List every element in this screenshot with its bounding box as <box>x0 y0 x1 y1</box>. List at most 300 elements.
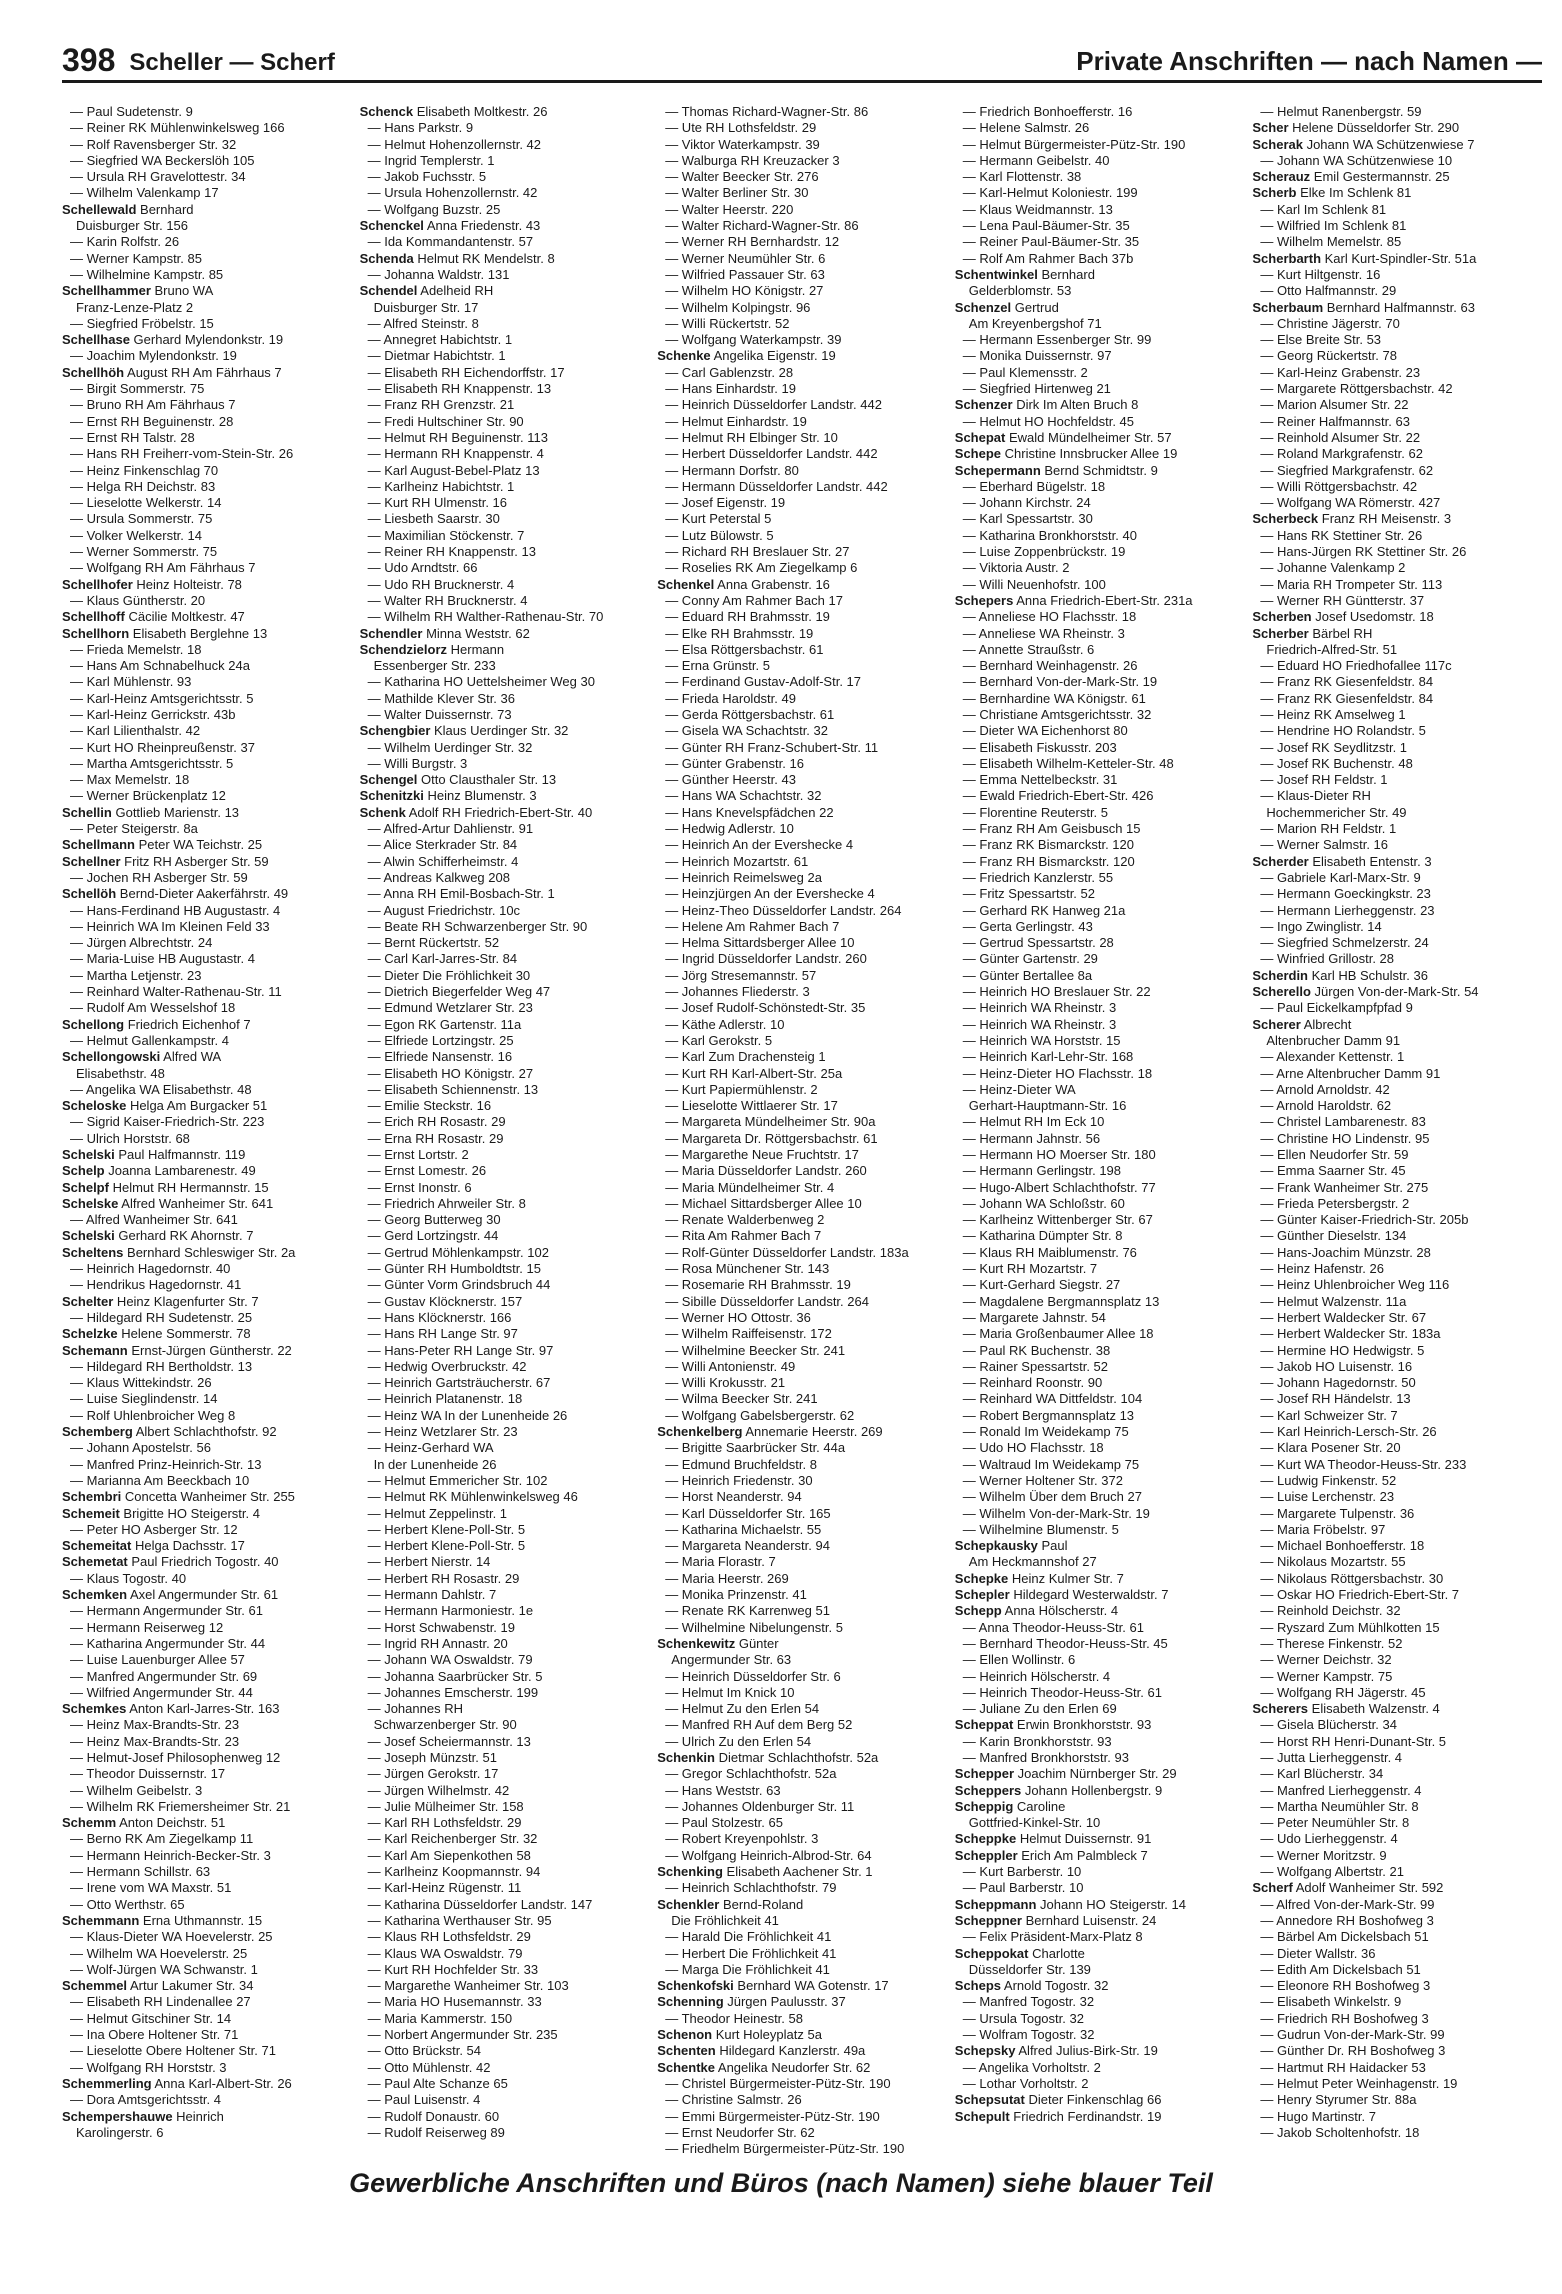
listing-entry: — Kurt Papiermühlenstr. 2 <box>665 1081 818 1097</box>
surname-entry: Schellöh Bernd-Dieter Aakerfährstr. 49 <box>62 886 289 902</box>
listing-entry: — Max Memelstr. 18 <box>70 772 190 788</box>
listing-entry: — Heinrich Karl-Lehr-Str. 168 <box>962 1049 1134 1065</box>
listing-entry: — Maximilian Stöckenstr. 7 <box>367 527 525 543</box>
surname-entry: Scherak Johann WA Schützenwiese 7 <box>1252 136 1475 152</box>
column-4 <box>955 104 1245 2142</box>
listing-entry: — Otto Halfmannstr. 29 <box>1260 283 1397 299</box>
listing-entry: — Elsa Röttgersbachstr. 61 <box>665 641 824 657</box>
listing-entry: — Rolf-Günter Düsseldorfer Landstr. 183a <box>665 1244 909 1260</box>
listing-entry: — Gustav Klöcknerstr. 157 <box>367 1293 523 1309</box>
surname-entry: Schellin Gottlieb Marienstr. 13 <box>62 804 240 820</box>
listing-entry: — Karl-Helmut Koloniestr. 199 <box>962 185 1138 201</box>
listing-entry: — Wilhelm WA Hoevelerstr. 25 <box>70 1945 248 1961</box>
listing-entry: — Ernst Lortstr. 2 <box>367 1147 469 1162</box>
listing-entry: — Josef RK Buchenstr. 48 <box>1260 755 1413 771</box>
listing-entry: — Kurt Hiltgenstr. 16 <box>1260 266 1381 282</box>
listing-entry: — Marga Die Fröhlichkeit 41 <box>665 1961 830 1977</box>
address-continuation: Essenberger Str. 233 <box>373 658 496 674</box>
surname-entry: Schentwinkel Bernhard <box>954 266 1095 282</box>
listing-entry: — Hans Einhardstr. 19 <box>665 381 796 397</box>
address-continuation: Friedrich-Alfred-Str. 51 <box>1266 641 1398 657</box>
surname-entry: Scherbeck Franz RH Meisenstr. 3 <box>1252 511 1452 527</box>
listing-entry: — Maria HO Husemannstr. 33 <box>367 1994 542 2010</box>
surname-entry: Schepper Joachim Nürnberger Str. 29 <box>954 1766 1177 1782</box>
surname-entry: Schepers Anna Friedrich-Ebert-Str. 231a <box>954 592 1193 608</box>
page-number: 398 <box>62 42 116 78</box>
listing-entry: — Katharina HO Uettelsheimer Weg 30 <box>367 674 595 690</box>
surname-entry: Schentke Angelika Neudorfer Str. 62 <box>657 2059 871 2075</box>
surname-entry: Schellner Fritz RH Asberger Str. 59 <box>62 853 269 869</box>
surname-entry: Scheppke Helmut Duissernstr. 91 <box>954 1831 1152 1847</box>
surname-entry: Schellongowski Alfred WA <box>62 1049 222 1065</box>
listing-entry: — Rolf Uhlenbroicher Weg 8 <box>70 1407 236 1423</box>
listing-entry: — Roselies RK Am Ziegelkamp 6 <box>665 560 858 576</box>
listing-entry: — Hans WA Schachtstr. 32 <box>665 788 822 804</box>
listing-entry: — Irene vom WA Maxstr. 51 <box>70 1880 232 1896</box>
listing-entry: — Jürgen Gerokstr. 17 <box>367 1766 499 1782</box>
surname-entry: Schenitzki Heinz Blumenstr. 3 <box>359 788 537 804</box>
surname-entry: Schellhorn Elisabeth Berglehne 13 <box>62 625 268 641</box>
listing-entry: — Lieselotte Wittlaerer Str. 17 <box>665 1098 838 1114</box>
listing-entry: — Reiner Halfmannstr. 63 <box>1260 413 1410 429</box>
listing-entry: — Johannes RH <box>367 1701 463 1717</box>
address-continuation: In der Lunenheide 26 <box>373 1456 497 1472</box>
listing-entry: — Reiner RK Mühlenwinkelsweg 166 <box>70 120 285 136</box>
listing-entry: — Helmut-Josef Philosophenweg 12 <box>70 1749 281 1765</box>
listing-entry: — Jakob Scholtenhofstr. 18 <box>1260 2124 1420 2140</box>
listing-entry: — Michael Bonhoefferstr. 18 <box>1260 1538 1425 1554</box>
listing-entry: — Gerta Gerlingstr. 43 <box>962 918 1093 934</box>
listing-entry: — Kurt Peterstal 5 <box>665 511 772 527</box>
listing-entry: — Werner RH Güntterstr. 37 <box>1260 592 1425 608</box>
listing-entry: — Wilhelm Raiffeisenstr. 172 <box>665 1326 832 1342</box>
listing-entry: — Herbert Die Fröhlichkeit 41 <box>665 1945 837 1961</box>
surname-entry: Schempershauwe Heinrich <box>62 2108 224 2124</box>
listing-entry: — Siegfried WA Beckerslöh 105 <box>70 152 255 168</box>
listing-entry: — Frank Wanheimer Str. 275 <box>1260 1179 1429 1195</box>
column-5 <box>1252 104 1542 2142</box>
listing-entry: — Theodor Heinestr. 58 <box>665 2010 803 2026</box>
surname-entry: Schengbier Klaus Uerdinger Str. 32 <box>359 723 569 739</box>
listing-entry: — Robert Bergmannsplatz 13 <box>962 1407 1135 1423</box>
listing-entry: — Kurt HO Rheinpreußenstr. 37 <box>70 739 255 755</box>
listing-entry: — Renate Walderbenweg 2 <box>665 1212 825 1228</box>
listing-entry: — Helmut Zu den Erlen 54 <box>665 1701 820 1717</box>
listing-entry: — Alfred-Artur Dahlienstr. 91 <box>367 821 534 837</box>
column-2 <box>360 104 650 2142</box>
listing-entry: — Werner Kampstr. 75 <box>1260 1668 1393 1684</box>
listing-entry: — Karl Mühlenstr. 93 <box>70 674 192 690</box>
listing-entry: — Heinrich An der Evershecke 4 <box>665 837 854 853</box>
listing-entry: — Ernst Lomestr. 26 <box>367 1163 487 1179</box>
listing-entry: — Helmut Ranenbergstr. 59 <box>1260 104 1422 119</box>
listing-entry: — Karl Zum Drachensteig 1 <box>665 1049 826 1065</box>
surname-entry: Schellhoff Cäcilie Moltkestr. 47 <box>62 609 245 625</box>
column-1 <box>62 104 352 2142</box>
listing-entry: — Elfriede Lortzingstr. 25 <box>367 1032 514 1048</box>
surname-entry: Schemkes Anton Karl-Jarres-Str. 163 <box>62 1701 280 1717</box>
listing-entry: — Herbert RH Rosastr. 29 <box>367 1570 520 1586</box>
listing-entry: — Hedwig Adlerstr. 10 <box>665 821 794 837</box>
listing-entry: — Jutta Lierheggenstr. 4 <box>1260 1749 1403 1765</box>
surname-entry: Schemmerling Anna Karl-Albert-Str. 26 <box>62 2075 292 2091</box>
listing-entry: — Heinrich Hölscherstr. 4 <box>962 1668 1111 1684</box>
listing-entry: — Horst RH Henri-Dunant-Str. 5 <box>1260 1733 1447 1749</box>
listing-entry: — Andreas Kalkweg 208 <box>367 869 510 885</box>
listing-entry: — Ingo Zwinglistr. 14 <box>1260 918 1382 934</box>
listing-entry: — Monika Prinzenstr. 41 <box>665 1587 807 1603</box>
surname-entry: Schemm Anton Deichstr. 51 <box>62 1815 226 1831</box>
listing-entry: — Werner Kampstr. 85 <box>70 250 202 266</box>
listing-entry: — Hugo Martinstr. 7 <box>1260 2108 1376 2124</box>
listing-entry: — Luise Lerchenstr. 23 <box>1260 1489 1395 1505</box>
surname-entry: Schengel Otto Clausthaler Str. 13 <box>359 772 557 788</box>
listing-entry: — Hermann Angermunder Str. 61 <box>70 1603 263 1619</box>
listing-entry: — Wilhelmine Kampstr. 85 <box>70 266 224 282</box>
listing-entry: — Karl Flottenstr. 38 <box>962 169 1082 185</box>
listing-entry: — Günther Heerstr. 43 <box>665 772 796 788</box>
surname-entry: Schendzielorz Hermann <box>359 641 505 657</box>
listing-entry: — Günther Dieselstr. 134 <box>1260 1228 1407 1244</box>
listing-entry: — Heinrich Reimelsweg 2a <box>665 869 822 885</box>
listing-entry: — Alexander Kettenstr. 1 <box>1260 1049 1405 1065</box>
listing-entry: — Günter Gartenstr. 29 <box>962 951 1098 967</box>
listing-entry: — Herbert Klene-Poll-Str. 5 <box>367 1538 526 1554</box>
listing-entry: — Wilhelm Memelstr. 85 <box>1260 234 1402 250</box>
listing-entry: — Wilhelmine Beecker Str. 241 <box>665 1342 846 1358</box>
listing-entry: — Kurt RH Mozartstr. 7 <box>962 1261 1098 1277</box>
listing-entry: — Günter Grabenstr. 16 <box>665 755 804 771</box>
listing-entry: — Dieter WA Eichenhorst 80 <box>962 723 1128 739</box>
listing-entry: — Reiner Paul-Bäumer-Str. 35 <box>962 234 1140 250</box>
surname-entry: Scheppers Johann Hollenbergstr. 9 <box>954 1782 1163 1798</box>
listing-entry: — Günter Bertallee 8a <box>962 967 1093 983</box>
address-continuation: Duisburger Str. 156 <box>76 218 189 234</box>
listing-entry: — Ingrid RH Annastr. 20 <box>367 1635 508 1651</box>
listing-entry: — Paul Stolzestr. 65 <box>665 1815 783 1831</box>
surname-entry: Schenk Adolf RH Friedrich-Ebert-Str. 40 <box>359 804 593 820</box>
listing-entry: — Heinz RK Amselweg 1 <box>1260 706 1406 722</box>
listing-entry: — Manfred Lierheggenstr. 4 <box>1260 1782 1422 1798</box>
listing-entry: — Hermann Jahnstr. 56 <box>962 1130 1101 1146</box>
surname-entry: Schepult Friedrich Ferdinandstr. 19 <box>954 2108 1162 2124</box>
listing-entry: — Hedwig Overbruckstr. 42 <box>367 1358 527 1374</box>
listing-entry: — Paul RK Buchenstr. 38 <box>962 1342 1111 1358</box>
listing-entry: — Heinrich Theodor-Heuss-Str. 61 <box>962 1684 1162 1700</box>
listing-entry: — Willi Burgstr. 3 <box>367 755 468 771</box>
listing-entry: — Heinz-Dieter HO Flachsstr. 18 <box>962 1065 1153 1081</box>
listing-entry: — Wilhelm Geibelstr. 3 <box>70 1782 203 1798</box>
listing-entry: — Margareta Dr. Röttgersbachstr. 61 <box>665 1130 878 1146</box>
address-continuation: Am Heckmannshof 27 <box>968 1554 1097 1570</box>
listing-entry: — Marion RH Feldstr. 1 <box>1260 821 1397 837</box>
listing-entry: — Willi Neuenhofstr. 100 <box>962 576 1106 592</box>
listing-entry: — Eduard RH Brahmsstr. 19 <box>665 609 830 625</box>
listing-entry: — Ernst RH Beguinenstr. 28 <box>70 413 234 429</box>
listing-entry: — Günter RH Franz-Schubert-Str. 11 <box>665 739 879 755</box>
listing-entry: — Renate RK Karrenweg 51 <box>665 1603 830 1619</box>
listing-entry: — Christiane Amtsgerichtsstr. 32 <box>962 706 1152 722</box>
listing-entry: — Hermann Düsseldorfer Landstr. 442 <box>665 478 888 494</box>
listing-entry: — Katharina Werthauser Str. 95 <box>367 1912 552 1928</box>
listing-entry: — Elisabeth Winkelstr. 9 <box>1260 1994 1402 2010</box>
listing-entry: — Manfred Togostr. 32 <box>962 1994 1095 2010</box>
listing-entry: — Helene Salmstr. 26 <box>962 120 1090 136</box>
listing-entry: — Ida Kommandantenstr. 57 <box>367 234 534 250</box>
listing-entry: — Jakob Fuchsstr. 5 <box>367 169 487 185</box>
listing-entry: — Karl Schweizer Str. 7 <box>1260 1407 1398 1423</box>
listing-entry: — Wilhelm Valenkamp 17 <box>70 185 219 201</box>
listing-entry: — Karl-Heinz Gerrickstr. 43b <box>70 706 236 722</box>
listing-entry: — Josef Rudolf-Schönstedt-Str. 35 <box>665 1000 866 1016</box>
listing-entry: — Klaus-Dieter RH <box>1260 788 1371 804</box>
surname-entry: Schepke Heinz Kulmer Str. 7 <box>954 1570 1124 1586</box>
listing-entry: — Rudolf Am Wesselshof 18 <box>70 1000 236 1016</box>
listing-entry: — Rainer Spessartstr. 52 <box>962 1358 1109 1374</box>
listing-entry: — Hans-Jürgen RK Stettiner Str. 26 <box>1260 544 1467 560</box>
listing-entry: — Christine HO Lindenstr. 95 <box>1260 1130 1430 1146</box>
listing-entry: — Gabriele Karl-Marx-Str. 9 <box>1260 869 1421 885</box>
listing-entry: — Margarete Tulpenstr. 36 <box>1260 1505 1415 1521</box>
listing-entry: — August Friedrichstr. 10c <box>367 902 521 918</box>
listing-entry: — Elisabeth HO Königstr. 27 <box>367 1065 534 1081</box>
surname-entry: Schemmann Erna Uthmannstr. 15 <box>62 1912 263 1928</box>
surname-entry: Schepat Ewald Mündelheimer Str. 57 <box>954 429 1172 445</box>
listing-entry: — Hermann Schillstr. 63 <box>70 1864 211 1880</box>
listing-entry: — Ellen Wollinstr. 6 <box>962 1652 1076 1668</box>
listing-entry: — Wolfgang RH Jägerstr. 45 <box>1260 1684 1426 1700</box>
listing-entry: — Herbert Waldecker Str. 183a <box>1260 1326 1441 1342</box>
surname-entry: Scheppokat Charlotte <box>954 1945 1085 1961</box>
listing-entry: — Karl Blücherstr. 34 <box>1260 1766 1384 1782</box>
listing-entry: — Karl-Heinz Amtsgerichtsstr. 5 <box>70 690 254 706</box>
surname-entry: Schepsky Alfred Julius-Birk-Str. 19 <box>954 2043 1158 2059</box>
listing-entry: — Magdalene Bergmannsplatz 13 <box>962 1293 1160 1309</box>
surname-entry: Scherf Adolf Wanheimer Str. 592 <box>1252 1880 1444 1896</box>
surname-entry: Schepermann Bernd Schmidtstr. 9 <box>954 462 1158 478</box>
listing-entry: — Angelika WA Elisabethstr. 48 <box>70 1081 252 1097</box>
surname-entry: Schenkewitz Günter <box>657 1635 779 1651</box>
surname-entry: Schepkausky Paul <box>954 1538 1068 1554</box>
listing-entry: — Katharina Düsseldorfer Landstr. 147 <box>367 1896 593 1912</box>
surname-entry: Scherbarth Karl Kurt-Spindler-Str. 51a <box>1252 250 1477 266</box>
listing-entry: — Hermann RH Knappenstr. 4 <box>367 446 544 462</box>
listing-entry: — Ursula Sommerstr. 75 <box>70 511 213 527</box>
address-continuation: Schwarzenberger Str. 90 <box>373 1717 517 1733</box>
listing-entry: — Maria Heerstr. 269 <box>665 1570 789 1586</box>
listing-entry: — Maria Großenbaumer Allee 18 <box>962 1326 1154 1342</box>
surname-entry: Schenking Elisabeth Aachener Str. 1 <box>657 1864 873 1880</box>
surname-entry: Schepe Christine Innsbrucker Allee 19 <box>954 446 1178 462</box>
listing-entry: — Katharina Michaelstr. 55 <box>665 1521 822 1537</box>
listing-entry: — Elisabeth Fiskusstr. 203 <box>962 739 1117 755</box>
listing-entry: — Jürgen Albrechtstr. 24 <box>70 935 213 951</box>
listing-entry: — Reinhold Alsumer Str. 22 <box>1260 429 1421 445</box>
listing-entry: — Hans RK Stettiner Str. 26 <box>1260 527 1423 543</box>
listing-entry: — Karin Rolfstr. 26 <box>70 234 180 250</box>
listing-entry: — Heinrich Mozartstr. 61 <box>665 853 809 869</box>
listing-entry: — Christel Lambarenestr. 83 <box>1260 1114 1426 1130</box>
listing-entry: — Wolfgang Heinrich-Albrod-Str. 64 <box>665 1847 872 1863</box>
listing-entry: — Jakob HO Luisenstr. 16 <box>1260 1358 1413 1374</box>
listing-entry: — Horst Schwabenstr. 19 <box>367 1619 515 1635</box>
listing-entry: — Bruno RH Am Fährhaus 7 <box>70 397 236 413</box>
listing-entry: — Nikolaus Mozartstr. 55 <box>1260 1554 1406 1570</box>
listing-entry: — Josef RH Feldstr. 1 <box>1260 772 1388 788</box>
listing-entry: — Klaus WA Oswaldstr. 79 <box>367 1945 523 1961</box>
listing-entry: — Martha Letjenstr. 23 <box>70 967 202 983</box>
listing-entry: — Monika Duissernstr. 97 <box>962 348 1112 364</box>
address-continuation: Gottfried-Kinkel-Str. 10 <box>968 1815 1101 1831</box>
listing-entry: — Eleonore RH Boshofweg 3 <box>1260 1978 1431 1994</box>
listing-entry: — Franz RH Bismarckstr. 120 <box>962 853 1135 869</box>
listing-entry: — Maria Fröbelstr. 97 <box>1260 1521 1386 1537</box>
listing-entry: — Margarete Röttgersbachstr. 42 <box>1260 381 1453 397</box>
listing-entry: — Ingrid Düsseldorfer Landstr. 260 <box>665 951 867 967</box>
listing-entry: — Bernt Rückertstr. 52 <box>367 935 500 951</box>
listing-entry: — Heinrich WA Rheinstr. 3 <box>962 1016 1117 1032</box>
listing-entry: — Paul Klemensstr. 2 <box>962 364 1088 380</box>
listing-entry: — Helmut Im Knick 10 <box>665 1684 795 1700</box>
listing-entry: — Heinrich WA Rheinstr. 3 <box>962 1000 1117 1016</box>
listing-entry: — Bernhard Von-der-Mark-Str. 19 <box>962 674 1158 690</box>
surname-entry: Schellong Friedrich Eichenhof 7 <box>62 1016 251 1032</box>
listing-entry: — Walter RH Brucknerstr. 4 <box>367 592 528 608</box>
surname-entry: Schenzel Gertrud <box>954 299 1059 315</box>
listing-entry: — Edith Am Dickelsbach 51 <box>1260 1961 1421 1977</box>
listing-entry: — Klaus RH Maiblumenstr. 76 <box>962 1244 1137 1260</box>
listing-entry: — Ernst Neudorfer Str. 62 <box>665 2124 815 2140</box>
listing-entry: — Rita Am Rahmer Bach 7 <box>665 1228 822 1244</box>
listing-entry: — Wolfgang RH Horststr. 3 <box>70 2059 227 2075</box>
listing-entry: — Walter Heerstr. 220 <box>665 201 794 217</box>
listing-entry: — Ute RH Lothsfeldstr. 29 <box>665 120 817 136</box>
listing-entry: — Ulrich Horststr. 68 <box>70 1130 190 1146</box>
listing-entry: — Hans-Peter RH Lange Str. 97 <box>367 1342 554 1358</box>
listing-entry: — Harald Die Fröhlichkeit 41 <box>665 1929 832 1945</box>
surname-entry: Schenkler Bernd-Roland <box>657 1896 804 1912</box>
listing-columns <box>62 104 1542 2157</box>
listing-entry: — Wilhelm Von-der-Mark-Str. 19 <box>962 1505 1150 1521</box>
listing-entry: — Ursula Hohenzollernstr. 42 <box>367 185 538 201</box>
listing-entry: — Ludwig Finkenstr. 52 <box>1260 1472 1397 1488</box>
listing-entry: — Hermann Harmoniestr. 1e <box>367 1603 534 1619</box>
listing-entry: — Reiner RH Knappenstr. 13 <box>367 544 536 560</box>
listing-entry: — Ernst Inonstr. 6 <box>367 1179 472 1195</box>
listing-entry: — Karl-Heinz Grabenstr. 23 <box>1260 364 1421 380</box>
listing-entry: — Beate RH Schwarzenberger Str. 90 <box>367 918 588 934</box>
listing-entry: — Rosemarie RH Brahmsstr. 19 <box>665 1277 851 1293</box>
surname-entry: Schepsutat Dieter Finkenschlag 66 <box>954 2092 1162 2108</box>
listing-entry: — Christine Salmstr. 26 <box>665 2092 802 2108</box>
listing-entry: — Hans Weststr. 63 <box>665 1782 781 1798</box>
listing-entry: — Dietmar Habichtstr. 1 <box>367 348 506 364</box>
listing-entry: — Martha Amtsgerichtsstr. 5 <box>70 755 234 771</box>
listing-entry: — Joseph Münzstr. 51 <box>367 1749 497 1765</box>
address-continuation: Am Kreyenbergshof 71 <box>968 315 1102 331</box>
listing-entry: — Kurt Barberstr. 10 <box>962 1864 1082 1880</box>
listing-entry: — Walburga RH Kreuzacker 3 <box>665 152 840 168</box>
listing-entry: — Helmut Zeppelinstr. 1 <box>367 1505 508 1521</box>
listing-entry: — Henry Styrumer Str. 88a <box>1260 2092 1417 2108</box>
listing-entry: — Alfred Wanheimer Str. 641 <box>70 1212 238 1228</box>
listing-entry: — Maria RH Trompeter Str. 113 <box>1260 576 1443 592</box>
listing-entry: — Heinz Wetzlarer Str. 23 <box>367 1424 518 1440</box>
listing-entry: — Peter Steigerstr. 8a <box>70 821 198 837</box>
listing-entry: — Ingrid Templerstr. 1 <box>367 152 495 168</box>
listing-entry: — Dietrich Biegerfelder Weg 47 <box>367 984 551 1000</box>
listing-entry: — Paul Alte Schanze 65 <box>367 2075 508 2091</box>
listing-entry: — Maria Düsseldorfer Landstr. 260 <box>665 1163 867 1179</box>
listing-entry: — Richard RH Breslauer Str. 27 <box>665 544 850 560</box>
listing-entry: — Wilhelm Uerdinger Str. 32 <box>367 739 533 755</box>
listing-entry: — Rolf Ravensberger Str. 32 <box>70 136 237 152</box>
listing-entry: — Heinz WA In der Lunenheide 26 <box>367 1407 568 1423</box>
listing-entry: — Karl Düsseldorfer Str. 165 <box>665 1505 831 1521</box>
listing-entry: — Hans RH Lange Str. 97 <box>367 1326 518 1342</box>
listing-entry: — Wilhelm HO Königstr. 27 <box>665 283 824 299</box>
surname-entry: Scheppner Bernhard Luisenstr. 24 <box>954 1912 1157 1928</box>
listing-entry: — Bärbel Am Dickelsbach 51 <box>1260 1929 1429 1945</box>
listing-entry: — Peter Neumühler Str. 8 <box>1260 1815 1410 1831</box>
surname-entry: Schelski Gerhard RK Ahornstr. 7 <box>62 1228 254 1244</box>
surname-entry: Schenon Kurt Holeyplatz 5a <box>657 2027 822 2043</box>
listing-entry: — Margarethe Wanheimer Str. 103 <box>367 1978 569 1994</box>
listing-entry: — Emmi Bürgermeister-Pütz-Str. 190 <box>665 2108 880 2124</box>
listing-entry: — Werner Neumühler Str. 6 <box>665 250 826 266</box>
listing-entry: — Carl Gablenzstr. 28 <box>665 364 794 380</box>
surname-entry: Scherder Elisabeth Entenstr. 3 <box>1252 853 1432 869</box>
listing-entry: — Franz RK Bismarckstr. 120 <box>962 837 1134 853</box>
listing-entry: — Fredi Hultschiner Str. 90 <box>367 413 524 429</box>
surname-entry: Schelske Alfred Wanheimer Str. 641 <box>62 1195 274 1211</box>
listing-entry: — Karl-Heinz Rügenstr. 11 <box>367 1880 522 1896</box>
listing-entry: — Franz RH Grenzstr. 21 <box>367 397 515 413</box>
listing-entry: — Rosa Münchener Str. 143 <box>665 1261 830 1277</box>
listing-entry: — Jochen RH Asberger Str. 59 <box>70 869 248 885</box>
listing-entry: — Wolfgang Gabelsbergerstr. 62 <box>665 1407 855 1423</box>
listing-entry: — Kurt WA Theodor-Heuss-Str. 233 <box>1260 1456 1467 1472</box>
listing-entry: — Heinrich Friedenstr. 30 <box>665 1472 813 1488</box>
listing-entry: — Annegret Habichtstr. 1 <box>367 332 513 348</box>
listing-entry: — Günter RH Humboldtstr. 15 <box>367 1261 541 1277</box>
listing-entry: — Paul Eickelkampfpfad 9 <box>1260 1000 1413 1016</box>
listing-entry: — Karl Am Siepenkothen 58 <box>367 1847 531 1863</box>
surname-entry: Schemberg Albert Schlachthofstr. 92 <box>62 1424 277 1440</box>
listing-entry: — Josef RK Seydlitzstr. 1 <box>1260 739 1408 755</box>
listing-entry: — Werner RH Bernhardstr. 12 <box>665 234 840 250</box>
listing-entry: — Wilhelm RH Walther-Rathenau-Str. 70 <box>367 609 604 625</box>
address-continuation: Karolingerstr. 6 <box>76 2124 164 2140</box>
surname-entry: Scheppig Caroline <box>954 1798 1066 1814</box>
listing-entry: — Reinhold Deichstr. 32 <box>1260 1603 1401 1619</box>
listing-entry: — Heinrich Schlachthofstr. 79 <box>665 1880 837 1896</box>
listing-entry: — Jürgen Wilhelmstr. 42 <box>367 1782 510 1798</box>
listing-entry: — Paul Luisenstr. 4 <box>367 2092 481 2108</box>
listing-entry: — Friedrich Kanzlerstr. 55 <box>962 869 1114 885</box>
listing-entry: — Dieter Die Fröhlichkeit 30 <box>367 967 531 983</box>
listing-entry: — Luise Sieglindenstr. 14 <box>70 1391 218 1407</box>
listing-entry: — Helmut Hohenzollernstr. 42 <box>367 136 542 152</box>
listing-entry: — Lieselotte Obere Holtener Str. 71 <box>70 2043 276 2059</box>
surname-entry: Scher Helene Düsseldorfer Str. 290 <box>1252 120 1460 136</box>
listing-entry: — Elisabeth Schiennenstr. 13 <box>367 1081 539 1097</box>
listing-entry: — Heinz Max-Brandts-Str. 23 <box>70 1717 240 1733</box>
surname-entry: Schendler Minna Weststr. 62 <box>359 625 530 641</box>
listing-entry: — Helmut Gitschiner Str. 14 <box>70 2010 232 2026</box>
listing-entry: — Karin Bronkhorststr. 93 <box>962 1733 1112 1749</box>
surname-entry: Scherber Bärbel RH <box>1252 625 1373 641</box>
